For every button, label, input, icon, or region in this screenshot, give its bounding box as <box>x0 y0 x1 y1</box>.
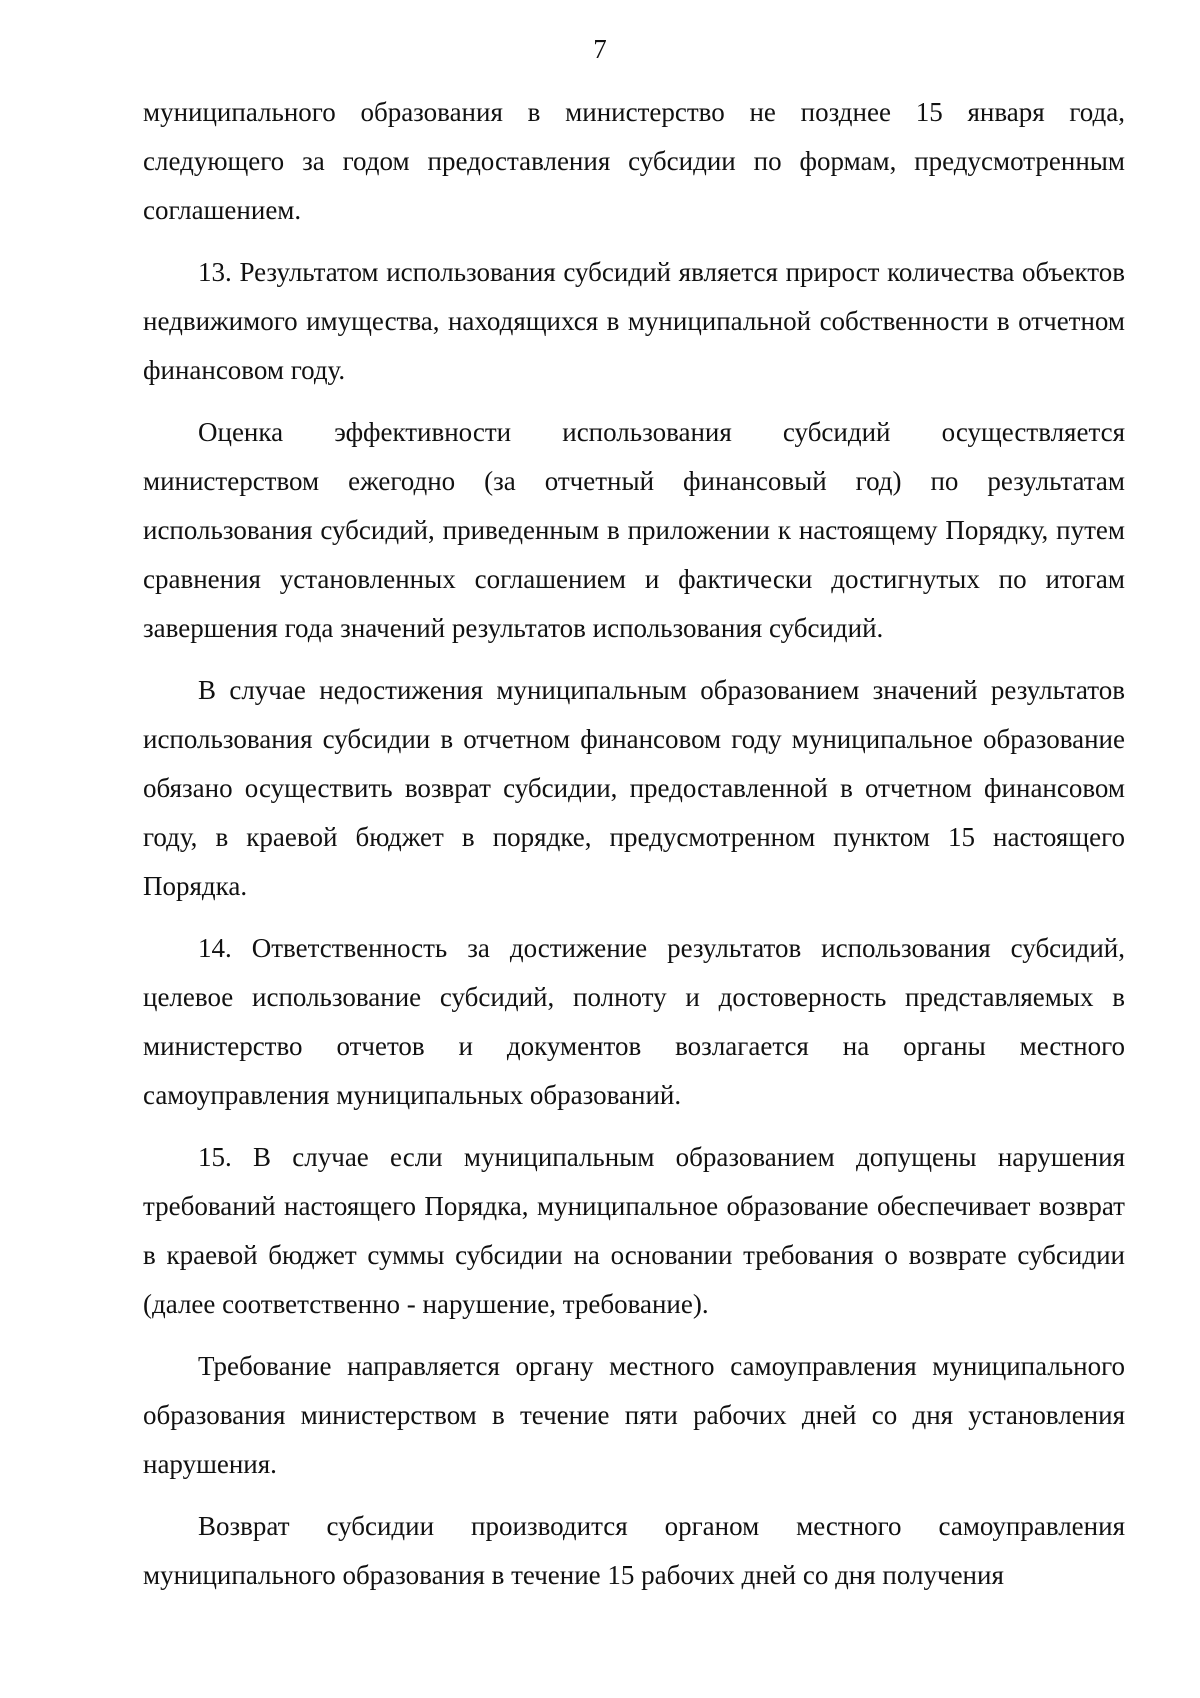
paragraph-requirement: Требование направляется органу местного самоуправления муниципального образования министерством в течение пяти рабочих дней со дня установления нарушения. <box>143 1351 1125 1479</box>
paragraph-non-achievement: В случае недостижения муниципальным образованием значений результатов использования субсидии в отчетном финансовом году муниципальное образование обязано осуществить возврат субсидии, предоставленной в отчетном финансовом году, в краевой бюджет в порядке, предусмотренном пунктом 15 настоящего Порядка. <box>143 675 1125 901</box>
paragraph-item-13: 13. Результатом использования субсидий является прирост количества объектов недвижимого имущества, находящихся в муниципальной собственности в отчетном финансовом году. <box>143 257 1125 385</box>
paragraph-refund: Возврат субсидии производится органом местного самоуправления муниципального образования в течение 15 рабочих дней со дня получения <box>143 1511 1125 1590</box>
paragraph-item-15: 15. В случае если муниципальным образованием допущены нарушения требований настоящего Порядка, муниципальное образование обеспечивает возврат в краевой бюджет суммы субсидии на основании требования о возврате субсидии (далее соответственно - нарушение, требование). <box>143 1142 1125 1319</box>
document-body <box>143 88 1125 1613</box>
paragraph-item-14: 14. Ответственность за достижение результатов использования субсидий, целевое использование субсидий, полноту и достоверность представляемых в министерство отчетов и документов возлагается на органы местного самоуправления муниципальных образований. <box>143 933 1125 1110</box>
paragraph-continuation: муниципального образования в министерство не позднее 15 января года, следующего за годом предоставления субсидии по формам, предусмотренным соглашением. <box>143 97 1125 225</box>
paragraph-efficiency-assessment: Оценка эффективности использования субсидий осуществляется министерством ежегодно (за отчетный финансовый год) по результатам использования субсидий, приведенным в приложении к настоящему Порядку, путем сравнения установленных соглашением и фактически достигнутых по итогам завершения года значений результатов использования субсидий. <box>143 417 1125 643</box>
page-number: 7 <box>593 34 607 64</box>
